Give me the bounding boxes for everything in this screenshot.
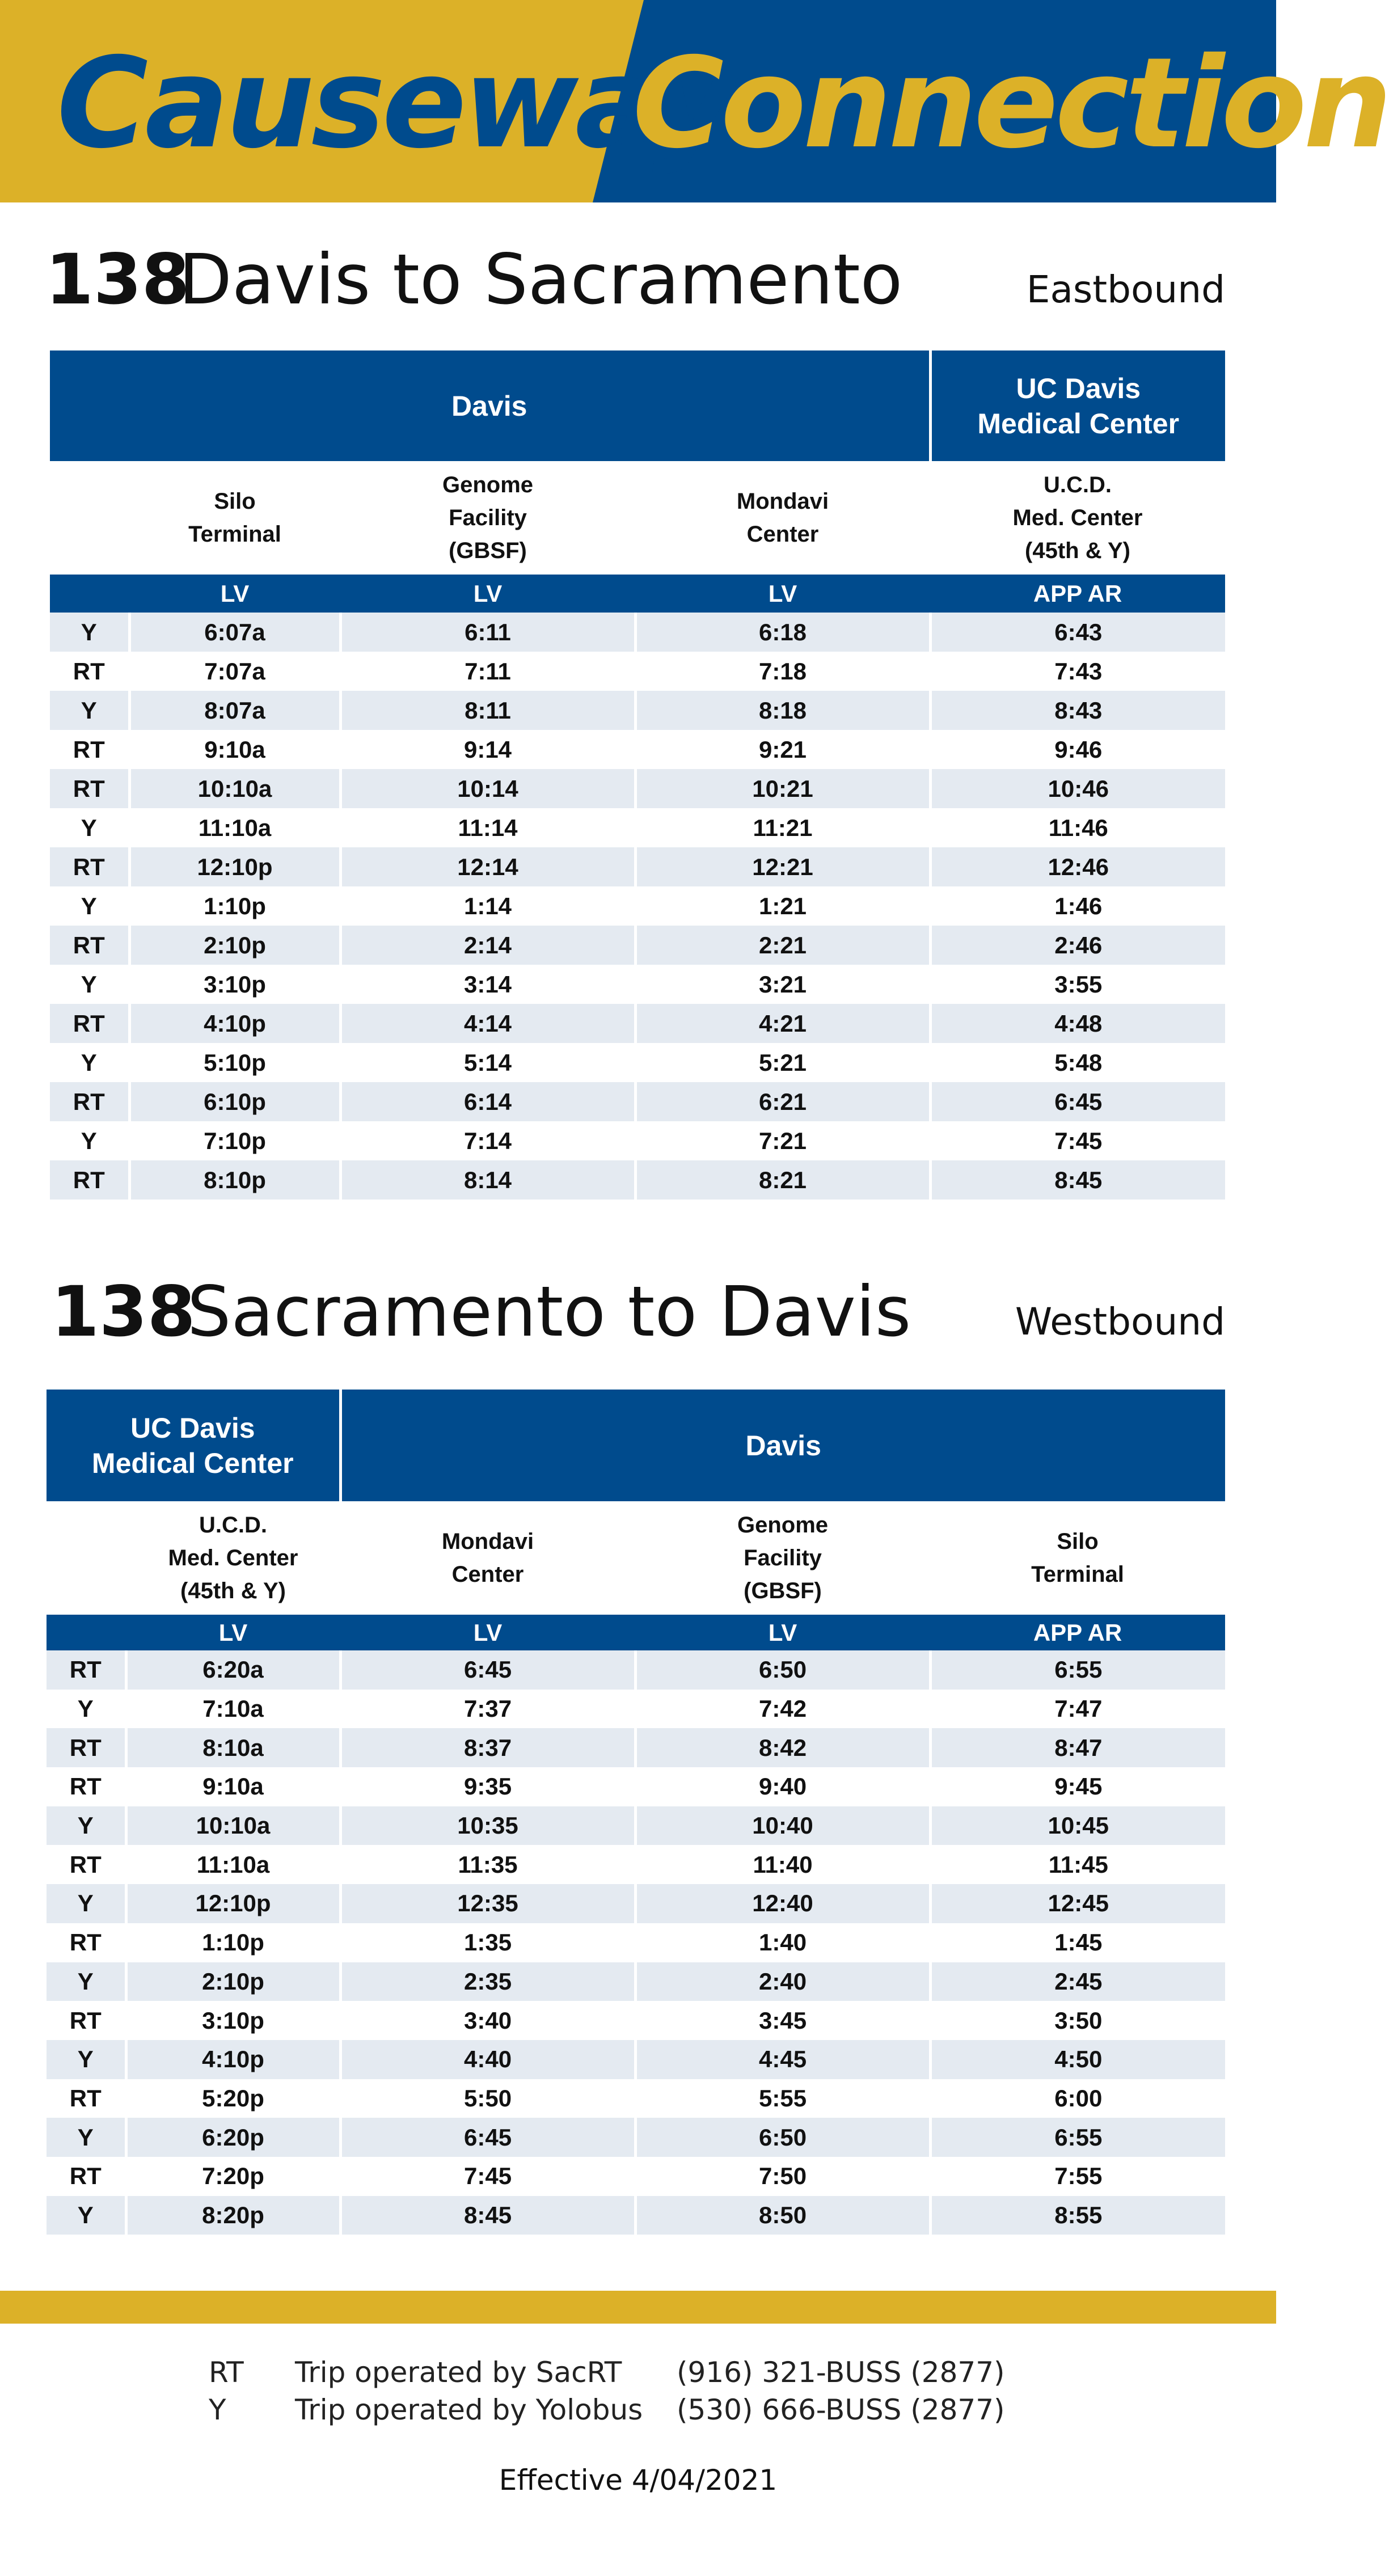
departure-time: 10:45 xyxy=(930,1806,1225,1846)
operator-code: Y xyxy=(47,1962,126,2001)
departure-time: 2:14 xyxy=(340,926,635,965)
departure-time: 10:21 xyxy=(635,769,930,808)
eastbound-trips xyxy=(50,613,1225,1200)
trip-row xyxy=(50,1043,1225,1082)
departure-time: 9:14 xyxy=(340,730,635,769)
trip-row xyxy=(47,2040,1225,2079)
trip-row xyxy=(50,730,1225,769)
blank-cell xyxy=(47,1501,126,1615)
departure-time: 3:21 xyxy=(635,965,930,1004)
departure-time: 6:14 xyxy=(340,1082,635,1121)
operator-code: Y xyxy=(47,1690,126,1729)
departure-time: 11:45 xyxy=(930,1845,1225,1884)
departure-time: 2:35 xyxy=(340,1962,635,2001)
trip-row xyxy=(50,926,1225,965)
operator-code: RT xyxy=(50,769,129,808)
departure-time: 6:43 xyxy=(930,613,1225,652)
group-header: UC Davis Medical Center xyxy=(47,1390,340,1501)
departure-time: 5:55 xyxy=(635,2079,930,2118)
departure-time: 7:10a xyxy=(126,1690,340,1729)
route-number: 138 xyxy=(45,239,190,320)
departure-time: 2:45 xyxy=(930,1962,1225,2001)
operator-legend xyxy=(0,2354,1276,2429)
departure-time: 1:35 xyxy=(340,1923,635,1962)
departure-time: 2:46 xyxy=(930,926,1225,965)
trip-row xyxy=(50,808,1225,847)
departure-time: 8:10a xyxy=(126,1728,340,1767)
departure-time: 11:46 xyxy=(930,808,1225,847)
departure-time: 7:14 xyxy=(340,1121,635,1160)
departure-time: 6:20p xyxy=(126,2118,340,2157)
operator-code: Y xyxy=(47,2040,126,2079)
departure-time: 4:40 xyxy=(340,2040,635,2079)
departure-time: 1:21 xyxy=(635,886,930,926)
stop-name: U.C.D. Med. Center (45th & Y) xyxy=(126,1501,340,1615)
departure-time: 11:10a xyxy=(129,808,340,847)
stop-name: Genome Facility (GBSF) xyxy=(340,461,635,575)
departure-time: 6:21 xyxy=(635,1082,930,1121)
westbound-schedule-table xyxy=(47,1390,1225,2235)
time-label: LV xyxy=(635,1615,930,1650)
departure-time: 12:21 xyxy=(635,847,930,886)
departure-time: 7:42 xyxy=(635,1690,930,1729)
westbound-trips xyxy=(47,1650,1225,2235)
departure-time: 2:10p xyxy=(126,1962,340,2001)
trip-row xyxy=(50,613,1225,652)
route-direction: Eastbound xyxy=(1026,268,1225,311)
departure-time: 8:45 xyxy=(340,2196,635,2235)
operator-code: Y xyxy=(50,691,129,730)
departure-time: 6:11 xyxy=(340,613,635,652)
departure-time: 7:10p xyxy=(129,1121,340,1160)
operator-code: RT xyxy=(47,2079,126,2118)
trip-row xyxy=(50,965,1225,1004)
group-header: UC Davis Medical Center xyxy=(930,350,1225,461)
operator-code: RT xyxy=(47,1767,126,1806)
departure-time: 9:35 xyxy=(340,1767,635,1806)
departure-time: 7:18 xyxy=(635,652,930,691)
effective-date: Effective 4/04/2021 xyxy=(499,2464,778,2497)
brand-logo xyxy=(0,31,1389,176)
group-header: Davis xyxy=(50,350,930,461)
departure-time: 7:11 xyxy=(340,652,635,691)
departure-time: 3:10p xyxy=(129,965,340,1004)
operator-code: RT xyxy=(50,730,129,769)
westbound-heading xyxy=(45,1272,1225,1361)
departure-time: 12:10p xyxy=(129,847,340,886)
departure-time: 5:20p xyxy=(126,2079,340,2118)
departure-time: 6:50 xyxy=(635,2118,930,2157)
route-number: 138 xyxy=(51,1272,196,1352)
route-direction: Westbound xyxy=(1015,1300,1225,1344)
departure-time: 6:10p xyxy=(129,1082,340,1121)
departure-time: 6:07a xyxy=(129,613,340,652)
departure-time: 7:55 xyxy=(930,2157,1225,2196)
operator-code: RT xyxy=(50,1160,129,1200)
departure-time: 8:45 xyxy=(930,1160,1225,1200)
legend-row xyxy=(0,2354,1276,2391)
legend-row xyxy=(0,2391,1276,2429)
trip-row xyxy=(47,2157,1225,2196)
departure-time: 10:10a xyxy=(126,1806,340,1846)
eastbound-schedule-table xyxy=(50,350,1225,1200)
departure-time: 6:00 xyxy=(930,2079,1225,2118)
operator-code: RT xyxy=(50,652,129,691)
departure-time: 4:21 xyxy=(635,1004,930,1043)
eastbound-heading xyxy=(45,239,1225,329)
departure-time: 3:40 xyxy=(340,2001,635,2040)
legend-phone: (530) 666-BUSS (2877) xyxy=(677,2393,1005,2426)
departure-time: 7:47 xyxy=(930,1690,1225,1729)
trip-row xyxy=(47,1884,1225,1923)
trip-row xyxy=(50,1160,1225,1200)
departure-time: 7:07a xyxy=(129,652,340,691)
departure-time: 3:14 xyxy=(340,965,635,1004)
trip-row xyxy=(50,691,1225,730)
operator-code: RT xyxy=(50,1082,129,1121)
trip-row xyxy=(47,1962,1225,2001)
departure-time: 9:45 xyxy=(930,1767,1225,1806)
departure-time: 12:40 xyxy=(635,1884,930,1923)
departure-time: 3:55 xyxy=(930,965,1225,1004)
departure-time: 8:11 xyxy=(340,691,635,730)
operator-code: Y xyxy=(50,965,129,1004)
time-label: APP AR xyxy=(930,575,1225,613)
departure-time: 4:48 xyxy=(930,1004,1225,1043)
route-name: Sacramento to Davis xyxy=(187,1272,911,1352)
operator-code: RT xyxy=(47,1650,126,1690)
departure-time: 8:42 xyxy=(635,1728,930,1767)
departure-time: 8:55 xyxy=(930,2196,1225,2235)
operator-code: RT xyxy=(50,847,129,886)
departure-time: 4:14 xyxy=(340,1004,635,1043)
departure-time: 3:50 xyxy=(930,2001,1225,2040)
trip-row xyxy=(50,652,1225,691)
legend-code: RT xyxy=(209,2356,244,2389)
departure-time: 6:20a xyxy=(126,1650,340,1690)
operator-code: Y xyxy=(47,1806,126,1846)
departure-time: 8:50 xyxy=(635,2196,930,2235)
departure-time: 1:14 xyxy=(340,886,635,926)
operator-code: RT xyxy=(47,2157,126,2196)
departure-time: 9:10a xyxy=(126,1767,340,1806)
departure-time: 11:21 xyxy=(635,808,930,847)
departure-time: 6:55 xyxy=(930,1650,1225,1690)
legend-description: Trip operated by Yolobus xyxy=(295,2393,643,2426)
departure-time: 6:55 xyxy=(930,2118,1225,2157)
operator-code: Y xyxy=(47,2118,126,2157)
departure-time: 2:10p xyxy=(129,926,340,965)
departure-time: 7:45 xyxy=(340,2157,635,2196)
trip-row xyxy=(47,2196,1225,2235)
trip-row xyxy=(47,1728,1225,1767)
departure-time: 7:43 xyxy=(930,652,1225,691)
departure-time: 2:40 xyxy=(635,1962,930,2001)
departure-time: 1:10p xyxy=(129,886,340,926)
departure-time: 12:10p xyxy=(126,1884,340,1923)
brand-word-connection: Connection xyxy=(632,31,1389,176)
departure-time: 11:14 xyxy=(340,808,635,847)
departure-time: 8:14 xyxy=(340,1160,635,1200)
departure-time: 11:10a xyxy=(126,1845,340,1884)
trip-row xyxy=(47,1923,1225,1962)
departure-time: 3:45 xyxy=(635,2001,930,2040)
departure-time: 7:21 xyxy=(635,1121,930,1160)
operator-code: Y xyxy=(50,808,129,847)
departure-time: 4:10p xyxy=(129,1004,340,1043)
stop-name: Silo Terminal xyxy=(129,461,340,575)
departure-time: 5:48 xyxy=(930,1043,1225,1082)
time-label: LV xyxy=(635,575,930,613)
brand-word-causeway: Causeway xyxy=(57,31,731,176)
departure-time: 4:45 xyxy=(635,2040,930,2079)
departure-time: 9:10a xyxy=(129,730,340,769)
trip-row xyxy=(47,2001,1225,2040)
departure-time: 6:18 xyxy=(635,613,930,652)
time-label: LV xyxy=(340,575,635,613)
stop-name: Genome Facility (GBSF) xyxy=(635,1501,930,1615)
group-header: Davis xyxy=(340,1390,1225,1501)
time-label: APP AR xyxy=(930,1615,1225,1650)
departure-time: 9:21 xyxy=(635,730,930,769)
blank-cell xyxy=(50,461,129,575)
departure-time: 8:10p xyxy=(129,1160,340,1200)
operator-code: Y xyxy=(50,886,129,926)
operator-code: Y xyxy=(50,613,129,652)
operator-code: RT xyxy=(47,1923,126,1962)
departure-time: 10:35 xyxy=(340,1806,635,1846)
departure-time: 1:40 xyxy=(635,1923,930,1962)
departure-time: 6:45 xyxy=(930,1082,1225,1121)
departure-time: 8:47 xyxy=(930,1728,1225,1767)
time-label: LV xyxy=(126,1615,340,1650)
trip-row xyxy=(47,1845,1225,1884)
operator-code: Y xyxy=(50,1043,129,1082)
departure-time: 7:37 xyxy=(340,1690,635,1729)
departure-time: 8:07a xyxy=(129,691,340,730)
stop-name: Silo Terminal xyxy=(930,1501,1225,1615)
legend-description: Trip operated by SacRT xyxy=(295,2356,622,2389)
departure-time: 12:46 xyxy=(930,847,1225,886)
time-label: LV xyxy=(340,1615,635,1650)
departure-time: 6:45 xyxy=(340,2118,635,2157)
departure-time: 7:20p xyxy=(126,2157,340,2196)
trip-row xyxy=(50,1082,1225,1121)
stop-name: Mondavi Center xyxy=(635,461,930,575)
operator-code: Y xyxy=(47,1884,126,1923)
departure-time: 11:35 xyxy=(340,1845,635,1884)
departure-time: 4:50 xyxy=(930,2040,1225,2079)
departure-time: 8:37 xyxy=(340,1728,635,1767)
trip-row xyxy=(47,1806,1225,1846)
blank-cell xyxy=(50,575,129,613)
operator-code: RT xyxy=(47,1728,126,1767)
departure-time: 5:21 xyxy=(635,1043,930,1082)
trip-row xyxy=(47,1767,1225,1806)
departure-time: 3:10p xyxy=(126,2001,340,2040)
legend-code: Y xyxy=(209,2393,226,2426)
departure-time: 12:35 xyxy=(340,1884,635,1923)
departure-time: 6:45 xyxy=(340,1650,635,1690)
operator-code: RT xyxy=(50,1004,129,1043)
departure-time: 12:45 xyxy=(930,1884,1225,1923)
departure-time: 11:40 xyxy=(635,1845,930,1884)
header-banner xyxy=(0,0,1389,202)
departure-time: 2:21 xyxy=(635,926,930,965)
trip-row xyxy=(50,1004,1225,1043)
blank-cell xyxy=(47,1615,126,1650)
time-label: LV xyxy=(129,575,340,613)
departure-time: 7:45 xyxy=(930,1121,1225,1160)
trip-row xyxy=(47,1690,1225,1729)
departure-time: 5:10p xyxy=(129,1043,340,1082)
operator-code: Y xyxy=(50,1121,129,1160)
departure-time: 10:14 xyxy=(340,769,635,808)
trip-row xyxy=(50,769,1225,808)
departure-time: 1:45 xyxy=(930,1923,1225,1962)
route-name: Davis to Sacramento xyxy=(179,239,903,320)
departure-time: 9:40 xyxy=(635,1767,930,1806)
footer-gold-bar xyxy=(0,2291,1276,2324)
departure-time: 5:14 xyxy=(340,1043,635,1082)
departure-time: 5:50 xyxy=(340,2079,635,2118)
trip-row xyxy=(50,1121,1225,1160)
departure-time: 7:50 xyxy=(635,2157,930,2196)
departure-time: 9:46 xyxy=(930,730,1225,769)
departure-time: 10:40 xyxy=(635,1806,930,1846)
legend-phone: (916) 321-BUSS (2877) xyxy=(677,2356,1005,2389)
stop-name: Mondavi Center xyxy=(340,1501,635,1615)
departure-time: 1:10p xyxy=(126,1923,340,1962)
departure-time: 10:10a xyxy=(129,769,340,808)
departure-time: 10:46 xyxy=(930,769,1225,808)
departure-time: 12:14 xyxy=(340,847,635,886)
operator-code: RT xyxy=(50,926,129,965)
departure-time: 8:43 xyxy=(930,691,1225,730)
operator-code: RT xyxy=(47,2001,126,2040)
departure-time: 8:21 xyxy=(635,1160,930,1200)
operator-code: Y xyxy=(47,2196,126,2235)
trip-row xyxy=(47,2118,1225,2157)
trip-row xyxy=(50,847,1225,886)
stop-name: U.C.D. Med. Center (45th & Y) xyxy=(930,461,1225,575)
departure-time: 6:50 xyxy=(635,1650,930,1690)
departure-time: 8:18 xyxy=(635,691,930,730)
trip-row xyxy=(47,1650,1225,1690)
operator-code: RT xyxy=(47,1845,126,1884)
trip-row xyxy=(50,886,1225,926)
departure-time: 4:10p xyxy=(126,2040,340,2079)
trip-row xyxy=(47,2079,1225,2118)
departure-time: 1:46 xyxy=(930,886,1225,926)
departure-time: 8:20p xyxy=(126,2196,340,2235)
